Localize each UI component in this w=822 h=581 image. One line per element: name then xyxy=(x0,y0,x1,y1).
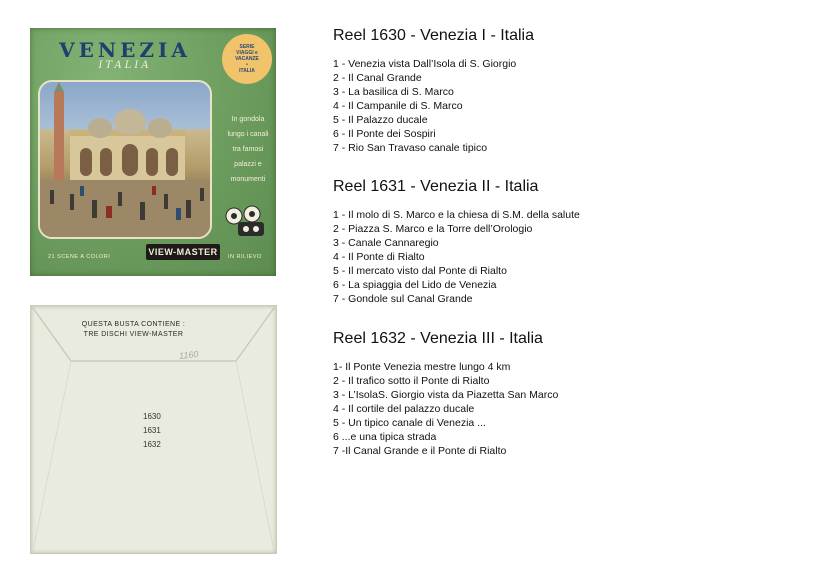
reel-number: 1631 xyxy=(143,426,161,435)
reel-1631-section xyxy=(333,178,580,306)
badge-line: SERIE xyxy=(239,44,255,50)
cover-title: VENEZIA xyxy=(59,38,191,62)
scene-item: 5 - Il mercato visto dal Ponte di Rialto xyxy=(333,265,507,277)
scene-item: 2 - Il Canal Grande xyxy=(333,72,422,84)
basilica-illustration xyxy=(40,82,210,237)
badge-line: VIAGGI e xyxy=(236,50,258,56)
relief-text: IN RILIEVO xyxy=(228,254,262,260)
scene-item: 5 - Il Palazzo ducale xyxy=(333,114,428,126)
cover-subtitle: ITALIA xyxy=(98,60,152,71)
scene-item: 4 - Il Ponte di Rialto xyxy=(333,251,425,263)
scene-item: 3 - Canale Cannaregio xyxy=(333,237,439,249)
scene-item: 6 ...e una tipica strada xyxy=(333,431,437,443)
reel-number: 1632 xyxy=(143,440,161,449)
reel-number: 1630 xyxy=(143,412,161,421)
scene-item: 2 - Piazza S. Marco e la Torre dell’Orologio xyxy=(333,223,533,235)
scene-item: 6 - Il Ponte dei Sospiri xyxy=(333,128,436,140)
scene-item: 3 - La basilica di S. Marco xyxy=(333,86,454,98)
back-envelope-text xyxy=(31,320,236,340)
back-cover-envelope xyxy=(30,305,277,554)
view-master-viewer-icon xyxy=(224,204,270,238)
badge-line: ITALIA xyxy=(239,68,255,74)
series-badge xyxy=(222,34,272,84)
reel-number-list xyxy=(143,410,161,452)
scene-item: 1- Il Ponte Venezia mestre lungo 4 km xyxy=(333,361,511,373)
view-master-logo: VIEW-MASTER xyxy=(146,244,220,260)
scene-item: 7 - Rio San Travaso canale tipico xyxy=(333,142,488,154)
scene-item: 4 - Il cortile del palazzo ducale xyxy=(333,403,475,415)
reel-1632-section xyxy=(333,330,558,458)
slogan-line: monumenti xyxy=(230,176,266,183)
badge-line: • xyxy=(246,62,248,68)
badge-line: VACANZE xyxy=(235,56,259,62)
scene-item: 1 - Il molo di S. Marco e la chiesa di S.M. della salute xyxy=(333,209,580,221)
reel-1630-section xyxy=(333,27,534,155)
scene-item: 4 - Il Campanile di S. Marco xyxy=(333,100,463,112)
reel-title: Reel 1632 - Venezia III - Italia xyxy=(333,330,543,347)
scene-item: 6 - La spiaggia del Lido de Venezia xyxy=(333,279,497,291)
scene-count-text: 21 SCENE A COLORI xyxy=(48,254,111,260)
scene-item: 3 - L’IsolaS. Giorgio vista da Piazetta San Marco xyxy=(333,389,559,401)
scene-item: 2 - Il trafico sotto il Ponte di Rialto xyxy=(333,375,490,387)
scene-item: 1 - Venezia vista Dall’Isola di S. Giorgio xyxy=(333,58,517,70)
reel-title: Reel 1630 - Venezia I - Italia xyxy=(333,27,535,44)
scene-item: 7 -Il Canal Grande e il Ponte di Rialto xyxy=(333,445,507,457)
cover-slogan xyxy=(222,112,274,187)
slogan-line: tra famosi xyxy=(232,146,264,153)
basilica-photo xyxy=(38,80,212,239)
back-text-line: QUESTA BUSTA CONTIENE : xyxy=(81,321,186,328)
pencil-note: 1160 xyxy=(178,349,199,361)
slogan-line: lungo i canali xyxy=(227,131,269,138)
back-text-line: TRE DISCHI VIEW-MASTER xyxy=(83,331,184,338)
slogan-line: In gondola xyxy=(231,116,265,123)
slogan-line: palazzi e xyxy=(234,161,262,168)
scene-item: 5 - Un tipico canale di Venezia ... xyxy=(333,417,486,429)
reel-title: Reel 1631 - Venezia II - Italia xyxy=(333,178,539,195)
scene-item: 7 - Gondole sul Canal Grande xyxy=(333,293,473,305)
front-cover-envelope xyxy=(30,28,276,276)
